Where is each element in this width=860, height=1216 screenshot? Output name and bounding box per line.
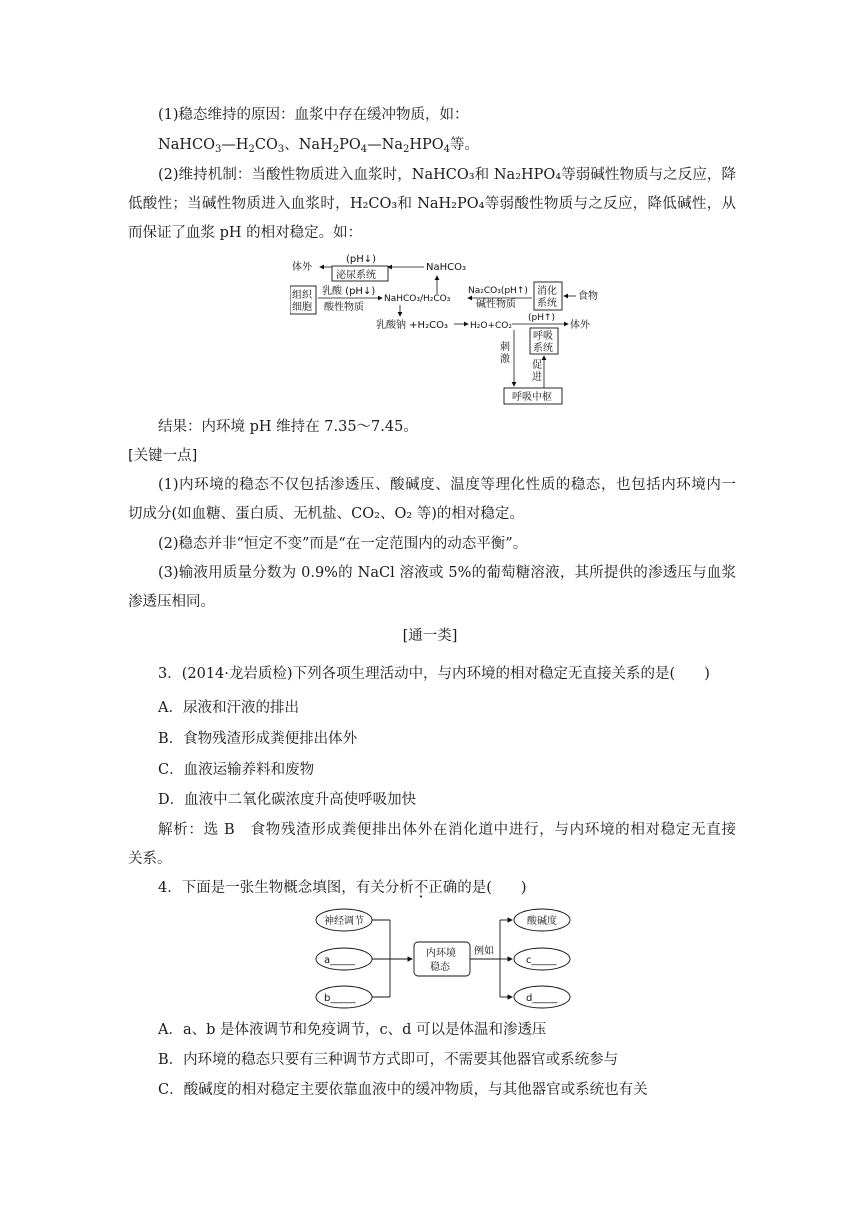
question-3-answer-line1: 解析：选 B 食物残渣形成粪便排出体外在消化道中进行，与内环境的相对稳定无直接 — [158, 822, 736, 838]
label-nahco3: NaHCO₃ — [426, 262, 466, 273]
concept-center1: 内环境 — [426, 948, 456, 959]
question-4-stem: 4．下面是一张生物概念填图，有关分析不正确的是( ) — [158, 880, 527, 896]
label-digest2: 系统 — [537, 298, 557, 309]
concept-map-diagram — [314, 906, 576, 1010]
emphasis-not: 不 — [413, 880, 429, 896]
label-tissue2: 细胞 — [292, 302, 312, 313]
label-basic: 碱性物质 — [476, 299, 516, 310]
key-point-2: (2)稳态并非“恒定不变”而是“在一定范围内的动态平衡”。 — [158, 536, 528, 552]
question-3-stem: 3．(2014·龙岩质检)下列各项生理活动中，与内环境的相对稳定无直接关系的是( ) — [158, 666, 710, 682]
label-stim2: 激 — [500, 354, 510, 365]
key-point-3-line1: (3)输液用质量分数为 0.9%的 NaCl 溶液或 5%的葡萄糖溶液，其所提供的渗透压与血浆 — [158, 565, 736, 581]
concept-c-blank: c_____ — [526, 955, 557, 966]
section-heading: [通一类] — [402, 628, 458, 644]
label-ph-down-top: (pH↓) — [346, 254, 377, 265]
concept-example: 例如 — [474, 946, 494, 957]
label-pair: NaHCO₃/H₂CO₃ — [384, 294, 451, 304]
concept-a-blank: a_____ — [324, 955, 356, 966]
label-stim1: 刺 — [500, 342, 510, 353]
label-resp1: 呼吸 — [533, 331, 553, 342]
label-prom2: 进 — [532, 372, 542, 383]
key-point-3-line2: 渗透压相同。 — [128, 594, 215, 610]
concept-acid: 酸碱度 — [527, 916, 557, 927]
label-resp2: 系统 — [533, 343, 553, 354]
question-3-option-a[interactable]: A．尿液和汗液的排出 — [158, 700, 299, 716]
concept-center2: 稳态 — [430, 962, 450, 973]
question-4-option-a[interactable]: A．a、b 是体液调节和免疫调节，c、d 可以是体温和渗透压 — [158, 1022, 547, 1038]
label-ph-up: (pH↑) — [528, 313, 556, 323]
label-center: 呼吸中枢 — [512, 392, 552, 403]
concept-d-blank: d_____ — [526, 993, 558, 1004]
label-prom1: 促 — [532, 360, 542, 371]
key-point-1-line1: (1)内环境的稳态不仅包括渗透压、酸碱度、温度等理化性质的稳态，也包括内环境内一 — [158, 477, 736, 493]
question-4-option-c[interactable]: C．酸碱度的相对稳定主要依靠血液中的缓冲物质，与其他器官或系统也有关 — [158, 1082, 648, 1098]
question-3-source: 龙岩质检 — [228, 666, 287, 682]
paragraph-mechanism-line3: 而保证了血浆 pH 的相对稳定。如： — [128, 225, 363, 241]
label-products: H₂O+CO₂ — [470, 321, 512, 331]
label-body-out-right: 体外 — [570, 320, 590, 331]
label-acidic: 酸性物质 — [324, 302, 364, 313]
ph-regulation-diagram — [290, 250, 610, 410]
paragraph-mechanism-line1: (2)维持机制：当酸性物质进入血浆时，NaHCO₃和 Na₂HPO₄等弱碱性物质与之反应，降 — [158, 167, 736, 183]
key-point-1-line2: 切成分(如血糖、蛋白质、无机盐、CO₂、O₂ 等)的相对稳定。 — [128, 506, 524, 522]
question-3-option-d[interactable]: D．血液中二氧化碳浓度升高使呼吸加快 — [158, 792, 417, 808]
label-food: 食物 — [578, 291, 598, 302]
result-line: 结果：内环境 pH 维持在 7.35～7.45。 — [158, 419, 418, 435]
label-na2co3: Na₂CO₃(pH↑) — [468, 286, 528, 296]
label-body-out-left: 体外 — [292, 262, 312, 273]
concept-b-blank: b_____ — [324, 993, 356, 1004]
question-3-option-b[interactable]: B．食物残渣形成粪便排出体外 — [158, 731, 358, 747]
paragraph-reason: (1)稳态维持的原因：血浆中存在缓冲物质，如： — [158, 107, 469, 123]
question-4-option-b[interactable]: B．内环境的稳态只要有三种调节方式即可，不需要其他器官或系统参与 — [158, 1052, 619, 1068]
paragraph-mechanism-line2: 低酸性；当碱性物质进入血浆时，H₂CO₃和 NaH₂PO₄等弱酸性物质与之反应，降低碱性，从 — [128, 196, 736, 212]
label-lactic: 乳酸 (pH↓) — [322, 286, 376, 297]
label-sodium-lactate: 乳酸钠 +H₂CO₃ — [376, 320, 448, 331]
buffer-pairs: $NaHCO_3—H_2CO_3$、$NaH_2PO_4—Na_2HPO_4$等。 — [158, 137, 480, 155]
question-3-answer-line2: 关系。 — [128, 851, 172, 867]
label-digest1: 消化 — [537, 286, 557, 297]
key-point-title: [关键一点] — [128, 448, 198, 464]
concept-neural: 神经调节 — [324, 916, 364, 927]
label-tissue1: 组织 — [292, 290, 312, 301]
question-3-option-c[interactable]: C．血液运输养料和废物 — [158, 762, 315, 778]
label-urinary: 泌尿系统 — [336, 270, 376, 281]
